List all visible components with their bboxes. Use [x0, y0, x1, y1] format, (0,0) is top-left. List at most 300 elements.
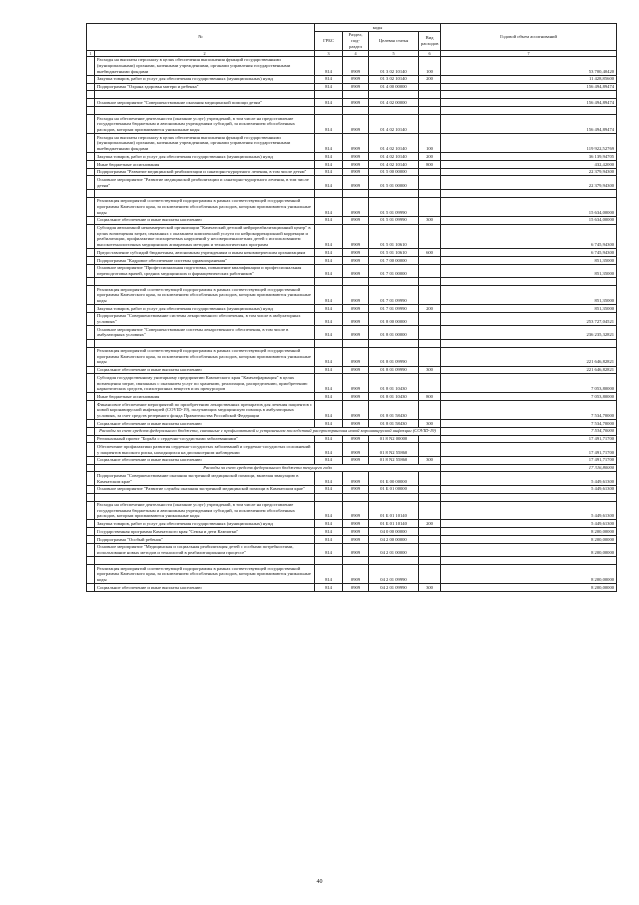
- table-row: [87, 249, 617, 257]
- target-code: 04 2 01 09990: [369, 565, 419, 584]
- table-row: [87, 501, 617, 520]
- row-index-cell: [87, 168, 95, 176]
- spacer-row: [87, 91, 617, 99]
- note-text: Расходы за счет средств федерального бюджета текущего года: [95, 464, 441, 472]
- target-code: 01 8 01 58430: [369, 401, 419, 420]
- spacer-cell: [419, 107, 441, 115]
- row-index-cell: [87, 56, 95, 75]
- section-code: 0909: [343, 485, 369, 493]
- spacer-cell: [87, 278, 95, 286]
- item-name: Закупка товаров, работ и услуг для обеспечения государственных (муниципальных) нужд: [95, 153, 315, 161]
- grbs-code: 814: [315, 176, 343, 189]
- grbs-code: 814: [315, 393, 343, 401]
- item-name: Расходы на выплаты персоналу в целях обеспечения выполнения функций государственными (муниципальными) органами, казенными учреждениями, органами управления государственными внебюджетными фондами: [95, 56, 315, 75]
- spacer-row: [87, 278, 617, 286]
- amount-value: 6 745,94300: [441, 224, 617, 249]
- row-index-cell: [87, 256, 95, 264]
- table-row: [87, 536, 617, 544]
- target-code: 04 2 00 00000: [369, 536, 419, 544]
- row-index-cell: [87, 393, 95, 401]
- section-code: 0909: [343, 75, 369, 83]
- expense-type-code: [419, 197, 441, 216]
- spacer-cell: [369, 107, 419, 115]
- section-code: 0909: [343, 256, 369, 264]
- grbs-code: 814: [315, 168, 343, 176]
- row-index-cell: [87, 326, 95, 339]
- amount-value: 851,35000: [441, 264, 617, 277]
- table-row: [87, 224, 617, 249]
- item-name: Субсидия автономной некоммерческой организации "Камчатский детский нейрореабилитационный центр" в целях возмещения затрат, связанных с оказанием комплексной услуги по нейрокоррекционной коррекции и реабилитации, профилактике психоречевых нарушений у несовершеннолетних детей с использованием высокотехнологичных медицинских аппаратных методик и технологических программ: [95, 224, 315, 249]
- grbs-code: 814: [315, 443, 343, 456]
- table-row: [87, 401, 617, 420]
- row-index-cell: [87, 75, 95, 83]
- amount-value: 7 053,80000: [441, 374, 617, 393]
- header-codes: коды: [315, 24, 441, 32]
- expense-type-code: 100: [419, 56, 441, 75]
- spacer-cell: [369, 557, 419, 565]
- target-code: 01 8 01 09990: [369, 366, 419, 374]
- section-code: 0909: [343, 56, 369, 75]
- table-row: [87, 326, 617, 339]
- expense-type-code: [419, 256, 441, 264]
- target-code: 04 0 00 00000: [369, 528, 419, 536]
- target-code: 01 8 N2 00000: [369, 435, 419, 443]
- table-row: [87, 160, 617, 168]
- target-code: 01 8 00 00000: [369, 312, 419, 325]
- table-row: [87, 216, 617, 224]
- spacer-cell: [343, 107, 369, 115]
- row-index-cell: [87, 216, 95, 224]
- note-amount: 7 534,70000: [441, 427, 617, 435]
- grbs-code: 814: [315, 115, 343, 134]
- spacer-cell: [95, 557, 315, 565]
- table-row: [87, 543, 617, 556]
- section-code: 0909: [343, 168, 369, 176]
- table-row: [87, 168, 617, 176]
- row-index-cell: [87, 501, 95, 520]
- grbs-code: 814: [315, 584, 343, 592]
- expense-type-code: 200: [419, 305, 441, 313]
- row-index-cell: [87, 115, 95, 134]
- spacer-row: [87, 557, 617, 565]
- amount-value: 7 053,80000: [441, 393, 617, 401]
- section-code: 0909: [343, 393, 369, 401]
- grbs-code: 814: [315, 528, 343, 536]
- spacer-cell: [87, 189, 95, 197]
- row-index-cell: [87, 374, 95, 393]
- row-index-cell: [87, 472, 95, 485]
- expense-type-code: 300: [419, 216, 441, 224]
- row-index-cell: [87, 305, 95, 313]
- spacer-cell: [441, 189, 617, 197]
- amount-value: 53 700,40420: [441, 56, 617, 75]
- table-row: [87, 584, 617, 592]
- row-index-cell: [87, 134, 95, 153]
- item-name: Предоставление субсидий бюджетным, автономным учреждениям и иным некоммерческим организациям: [95, 249, 315, 257]
- grbs-code: 814: [315, 75, 343, 83]
- table-row: [87, 366, 617, 374]
- spacer-cell: [87, 91, 95, 99]
- expense-type-code: [419, 326, 441, 339]
- section-code: 0909: [343, 312, 369, 325]
- item-name: Закупка товаров, работ и услуг для обеспечения государственных (муниципальных) нужд: [95, 305, 315, 313]
- target-code: 01 3 02 10140: [369, 75, 419, 83]
- item-name: Социальное обеспечение и иные выплаты населению: [95, 366, 315, 374]
- row-index-cell: [87, 347, 95, 366]
- note-row: [87, 464, 617, 472]
- grbs-code: 814: [315, 501, 343, 520]
- table-row: [87, 393, 617, 401]
- row-index-cell: [87, 264, 95, 277]
- grbs-code: 814: [315, 249, 343, 257]
- table-header: [87, 24, 617, 57]
- amount-value: 5 449,61300: [441, 520, 617, 528]
- target-code: 01 8 01 58430: [369, 420, 419, 428]
- item-name: Социальное обеспечение и иные выплаты населению: [95, 420, 315, 428]
- table-body: [87, 56, 617, 591]
- expense-type-code: [419, 99, 441, 107]
- amount-value: 22 379,94300: [441, 168, 617, 176]
- row-index-cell: [87, 464, 95, 472]
- amount-value: 15 634,00000: [441, 216, 617, 224]
- amount-value: 8 200,00000: [441, 565, 617, 584]
- grbs-code: 814: [315, 197, 343, 216]
- expense-type-code: 800: [419, 393, 441, 401]
- section-code: 0909: [343, 536, 369, 544]
- section-code: 0909: [343, 134, 369, 153]
- grbs-code: 814: [315, 56, 343, 75]
- table-row: [87, 256, 617, 264]
- item-name: Расходы на обеспечение деятельности (оказание услуг) учреждений, в том числе на предоставление государственным бюджетным и автономным учреждениям субсидий, за исключением обособленных расходов, которым присваиваются уникальные коды: [95, 115, 315, 134]
- spacer-cell: [95, 107, 315, 115]
- row-index-cell: [87, 224, 95, 249]
- amount-value: 221 646,82821: [441, 347, 617, 366]
- table-row: [87, 528, 617, 536]
- expense-type-code: 300: [419, 366, 441, 374]
- grbs-code: 814: [315, 456, 343, 464]
- amount-value: 221 646,82821: [441, 366, 617, 374]
- item-name: Иные бюджетные ассигнования: [95, 393, 315, 401]
- item-name: Закупка товаров, работ и услуг для обеспечения государственных (муниципальных) нужд: [95, 75, 315, 83]
- row-index-cell: [87, 485, 95, 493]
- amount-value: 8 200,00000: [441, 584, 617, 592]
- amount-value: 432,42000: [441, 160, 617, 168]
- spacer-cell: [343, 278, 369, 286]
- section-code: 0909: [343, 565, 369, 584]
- item-name: Основное мероприятие "Развитие службы оказания экстренной медицинской помощи в Камчатском крае": [95, 485, 315, 493]
- item-name: Реализация мероприятий соответствующей подпрограммы в рамках соответствующей государственной программы Камчатского края, за исключением обособленных расходов, которым присваиваются уникальные коды: [95, 347, 315, 366]
- table-row: [87, 56, 617, 75]
- row-index-cell: [87, 456, 95, 464]
- section-code: 0909: [343, 543, 369, 556]
- target-code: 01 5 00 00000: [369, 168, 419, 176]
- expense-type-code: 300: [419, 456, 441, 464]
- section-code: 0909: [343, 115, 369, 134]
- section-code: 0909: [343, 420, 369, 428]
- row-index-cell: [87, 249, 95, 257]
- table-row: [87, 565, 617, 584]
- item-name: Реализация мероприятий соответствующей подпрограммы в рамках соответствующей государственной программы Камчатского края, за исключением обособленных расходов, которым присваиваются уникальные коды: [95, 565, 315, 584]
- target-code: 01 4 02 10140: [369, 134, 419, 153]
- grbs-code: 814: [315, 160, 343, 168]
- section-code: 0909: [343, 83, 369, 91]
- item-name: Реализация мероприятий соответствующей подпрограммы в рамках соответствующей государственной программы Камчатского края, за исключением обособленных расходов, которым присваиваются уникальные коды: [95, 197, 315, 216]
- spacer-cell: [315, 339, 343, 347]
- section-code: 0909: [343, 160, 369, 168]
- section-code: 0909: [343, 326, 369, 339]
- amount-value: 851,35000: [441, 305, 617, 313]
- row-index-cell: [87, 427, 95, 435]
- item-name: Подпрограмма "Развитие медицинской реабилитации и санаторно-курортного лечения, в том числе детям": [95, 168, 315, 176]
- spacer-cell: [369, 189, 419, 197]
- target-code: 01 Б 01 00000: [369, 485, 419, 493]
- expense-type-code: [419, 435, 441, 443]
- header-target: Целевая статья: [369, 31, 419, 50]
- section-code: 0909: [343, 435, 369, 443]
- section-code: 0909: [343, 216, 369, 224]
- expense-type-code: 300: [419, 420, 441, 428]
- row-index-cell: [87, 312, 95, 325]
- grbs-code: 814: [315, 99, 343, 107]
- target-code: 01 7 01 09990: [369, 305, 419, 313]
- amount-value: 236 235,32821: [441, 326, 617, 339]
- table-row: [87, 153, 617, 161]
- expense-type-code: 600: [419, 249, 441, 257]
- table-row: [87, 305, 617, 313]
- grbs-code: 814: [315, 286, 343, 305]
- expense-type-code: [419, 312, 441, 325]
- amount-value: 7 534,70000: [441, 420, 617, 428]
- table-row: [87, 347, 617, 366]
- expense-type-code: [419, 536, 441, 544]
- spacer-cell: [441, 278, 617, 286]
- spacer-cell: [343, 339, 369, 347]
- row-index-cell: [87, 197, 95, 216]
- expense-type-code: [419, 565, 441, 584]
- target-code: 01 7 00 00000: [369, 256, 419, 264]
- target-code: 01 4 02 10140: [369, 153, 419, 161]
- item-name: Основное мероприятие "Развитие медицинской реабилитации и санаторно-курортного лечения, в том числе детям": [95, 176, 315, 189]
- table-row: [87, 176, 617, 189]
- grbs-code: 814: [315, 347, 343, 366]
- page-number: 40: [316, 879, 323, 885]
- spacer-cell: [95, 339, 315, 347]
- spacer-cell: [315, 189, 343, 197]
- row-index-cell: [87, 536, 95, 544]
- spacer-cell: [419, 339, 441, 347]
- table-row: [87, 520, 617, 528]
- row-index-cell: [87, 286, 95, 305]
- expense-type-code: [419, 401, 441, 420]
- target-code: 01 8 01 09990: [369, 347, 419, 366]
- grbs-code: 814: [315, 543, 343, 556]
- grbs-code: 814: [315, 374, 343, 393]
- item-name: Закупка товаров, работ и услуг для обеспечения государственных (муниципальных) нужд: [95, 520, 315, 528]
- amount-value: 11 428,85600: [441, 75, 617, 83]
- spacer-cell: [95, 278, 315, 286]
- table-row: [87, 197, 617, 216]
- expense-type-code: [419, 264, 441, 277]
- section-code: 0909: [343, 249, 369, 257]
- item-name: Реализация мероприятий соответствующей подпрограммы в рамках соответствующей государственной программы Камчатского края, за исключением обособленных расходов, которым присваиваются уникальные коды: [95, 286, 315, 305]
- row-index-cell: [87, 565, 95, 584]
- note-row: [87, 427, 617, 435]
- target-code: 01 5 01 09990: [369, 216, 419, 224]
- expense-type-code: [419, 485, 441, 493]
- section-code: 0909: [343, 456, 369, 464]
- item-name: Социальное обеспечение и иные выплаты населению: [95, 456, 315, 464]
- table-row: [87, 83, 617, 91]
- grbs-code: 814: [315, 305, 343, 313]
- amount-value: 7 534,70000: [441, 401, 617, 420]
- table-row: [87, 264, 617, 277]
- grbs-code: 814: [315, 565, 343, 584]
- spacer-row: [87, 107, 617, 115]
- expense-type-code: [419, 443, 441, 456]
- amount-value: 15 634,00000: [441, 197, 617, 216]
- amount-value: 8 200,00000: [441, 543, 617, 556]
- item-name: Расходы на выплаты персоналу в целях обеспечения выполнения функций государственными (муниципальными) органами, казенными учреждениями, органами управления государственными внебюджетными фондами: [95, 134, 315, 153]
- grbs-code: 814: [315, 366, 343, 374]
- expense-type-code: 200: [419, 75, 441, 83]
- grbs-code: 814: [315, 326, 343, 339]
- grbs-code: 814: [315, 153, 343, 161]
- table-row: [87, 75, 617, 83]
- amount-value: 17 491,71700: [441, 435, 617, 443]
- spacer-cell: [87, 107, 95, 115]
- row-index-cell: [87, 584, 95, 592]
- row-index-cell: [87, 176, 95, 189]
- row-index-cell: [87, 420, 95, 428]
- target-code: 01 8 01 10430: [369, 374, 419, 393]
- section-code: 0909: [343, 520, 369, 528]
- column-index: 1: [87, 50, 95, 56]
- section-code: 0909: [343, 366, 369, 374]
- target-code: 01 Б 01 10140: [369, 520, 419, 528]
- amount-value: 119 922,52769: [441, 134, 617, 153]
- grbs-code: 814: [315, 256, 343, 264]
- spacer-cell: [87, 557, 95, 565]
- row-index-cell: [87, 435, 95, 443]
- table-row: [87, 456, 617, 464]
- amount-value: 851,35000: [441, 286, 617, 305]
- row-index-cell: [87, 83, 95, 91]
- table-row: [87, 115, 617, 134]
- spacer-cell: [343, 493, 369, 501]
- section-code: 0909: [343, 501, 369, 520]
- spacer-row: [87, 189, 617, 197]
- expense-type-code: 100: [419, 134, 441, 153]
- section-code: 0909: [343, 176, 369, 189]
- spacer-cell: [315, 493, 343, 501]
- item-name: Основное мероприятие "Совершенствование оказания медицинской помощи детям": [95, 99, 315, 107]
- section-code: 0909: [343, 224, 369, 249]
- note-text: Расходы за счет средств федерального бюджета, связанные с профилактикой и устранением последствий распространения новой коронавирусной инфекции (COVID-19): [95, 427, 441, 435]
- table-row: [87, 312, 617, 325]
- row-index-cell: [87, 401, 95, 420]
- table-row: [87, 286, 617, 305]
- target-code: 01 8 N2 55860: [369, 456, 419, 464]
- header-number: №: [87, 24, 315, 51]
- section-code: 0909: [343, 584, 369, 592]
- expense-type-code: [419, 528, 441, 536]
- column-index: 7: [441, 50, 617, 56]
- spacer-row: [87, 339, 617, 347]
- row-index-cell: [87, 528, 95, 536]
- target-code: 01 5 01 09990: [369, 197, 419, 216]
- grbs-code: 814: [315, 485, 343, 493]
- table-row: [87, 99, 617, 107]
- grbs-code: 814: [315, 472, 343, 485]
- amount-value: 22 379,94300: [441, 176, 617, 189]
- section-code: 0909: [343, 374, 369, 393]
- amount-value: 253 727,04521: [441, 312, 617, 325]
- item-name: Основное мероприятие "Медицинская и социальная реабилитация детей с особыми потребностями, использование новых методов и технологий в реабилитационном процессе": [95, 543, 315, 556]
- spacer-cell: [419, 91, 441, 99]
- target-code: 01 5 01 10610: [369, 224, 419, 249]
- table-row: [87, 374, 617, 393]
- section-code: 0909: [343, 153, 369, 161]
- table-row: [87, 420, 617, 428]
- spacer-cell: [419, 189, 441, 197]
- grbs-code: 814: [315, 264, 343, 277]
- spacer-cell: [343, 91, 369, 99]
- section-code: 0909: [343, 472, 369, 485]
- target-code: 04 2 01 09990: [369, 584, 419, 592]
- section-code: 0909: [343, 99, 369, 107]
- target-code: 01 7 01 00000: [369, 264, 419, 277]
- target-code: 01 5 01 00000: [369, 176, 419, 189]
- spacer-row: [87, 493, 617, 501]
- spacer-cell: [343, 189, 369, 197]
- amount-value: 6 745,94300: [441, 249, 617, 257]
- item-name: Подпрограмма "Совершенствование системы лекарственного обеспечения, в том числе в амбулаторных условиях": [95, 312, 315, 325]
- expense-type-code: [419, 83, 441, 91]
- section-code: 0909: [343, 347, 369, 366]
- spacer-cell: [441, 107, 617, 115]
- amount-value: 5 449,61300: [441, 485, 617, 493]
- target-code: 01 5 01 10610: [369, 249, 419, 257]
- grbs-code: 814: [315, 435, 343, 443]
- expense-type-code: 200: [419, 153, 441, 161]
- expense-type-code: [419, 224, 441, 249]
- section-code: 0909: [343, 264, 369, 277]
- grbs-code: 814: [315, 216, 343, 224]
- header-section: Раздел, под-раздел: [343, 31, 369, 50]
- spacer-cell: [95, 189, 315, 197]
- column-index: 4: [343, 50, 369, 56]
- spacer-cell: [87, 339, 95, 347]
- expense-type-code: [419, 543, 441, 556]
- item-name: Социальное обеспечение и иные выплаты населению: [95, 216, 315, 224]
- expense-type-code: 800: [419, 160, 441, 168]
- item-name: Подпрограмма "Совершенствование оказания экстренной медицинской помощи, включая эвакуацию в Камчатском крае": [95, 472, 315, 485]
- target-code: 01 7 01 09990: [369, 286, 419, 305]
- amount-value: 156 494,89474: [441, 115, 617, 134]
- amount-value: 5 449,61300: [441, 472, 617, 485]
- amount-value: 17 491,71700: [441, 456, 617, 464]
- spacer-cell: [419, 557, 441, 565]
- row-index-cell: [87, 366, 95, 374]
- amount-value: 156 494,89474: [441, 99, 617, 107]
- amount-value: 5 449,61300: [441, 501, 617, 520]
- amount-value: 8 200,00000: [441, 528, 617, 536]
- section-code: 0909: [343, 443, 369, 456]
- item-name: Расходы на обеспечение деятельности (оказание услуг) учреждений, в том числе на предоставление государственным бюджетным и автономным учреждениям субсидий, за исключением обособленных расходов, которым присваиваются уникальные коды: [95, 501, 315, 520]
- spacer-cell: [315, 91, 343, 99]
- item-name: Субсидия государственному унитарному предприятию Камчатского края "Камчатфармация" в целях возмещения затрат, связанных с оказанием услуг по хранению, реализации, распределению, приобретению наркотических средств, психотропных веществ и их прекурсоров: [95, 374, 315, 393]
- target-code: 01 Б 00 00000: [369, 472, 419, 485]
